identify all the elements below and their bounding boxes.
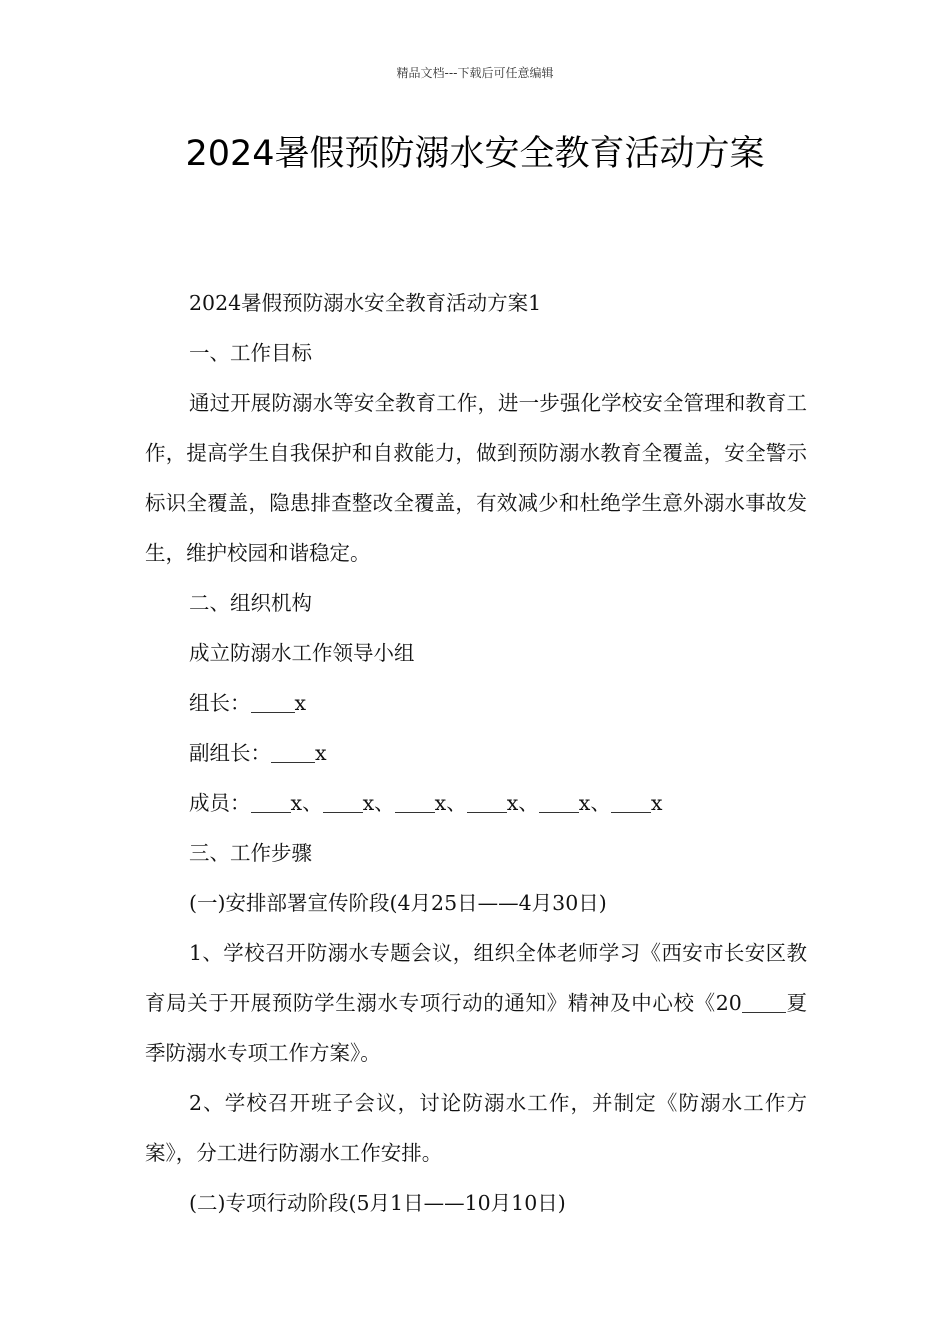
member-value: x (362, 791, 375, 815)
phase1-item1 (145, 928, 807, 1078)
member-separator: 、 (590, 791, 611, 815)
leader-line (145, 678, 807, 728)
member-value: x (578, 791, 591, 815)
section-subtitle: 2024暑假预防溺水安全教育活动方案1 (189, 291, 542, 315)
phase2-heading: (二)专项行动阶段(5月1日——10月10日) (189, 1191, 566, 1215)
member-separator: 、 (446, 791, 467, 815)
section1-heading: 一、工作目标 (189, 341, 312, 365)
deputy-line (145, 728, 807, 778)
member-blank (323, 792, 363, 814)
year-blank (742, 992, 786, 1014)
section3-heading: 三、工作步骤 (189, 841, 312, 865)
member-value: x (650, 791, 663, 815)
member-blank (467, 792, 507, 814)
deputy-label: 副组长： (189, 741, 271, 765)
deputy-blank (271, 742, 315, 764)
member-blank (539, 792, 579, 814)
member-blank (395, 792, 435, 814)
members-label: 成员： (189, 791, 251, 815)
phase1-item1-text-end: 夏季防溺水专项工作方案》。 (145, 991, 807, 1065)
member-value: x (434, 791, 447, 815)
member-separator: 、 (518, 791, 539, 815)
leader-label: 组长： (189, 691, 251, 715)
phase1-item1-text: 1、学校召开防溺水专题会议，组织全体老师学习《西安市长安区教育局关于开展预防学生溺水专项行动的通知》精神及中心校《20 (145, 941, 807, 1015)
member-separator: 、 (302, 791, 323, 815)
document-title: 2024暑假预防溺水安全教育活动方案 (185, 134, 765, 174)
document-body (145, 278, 807, 1228)
phase1-heading: (一)安排部署宣传阶段(4月25日——4月30日) (189, 891, 607, 915)
members-line (145, 778, 807, 828)
section1-paragraph: 通过开展防溺水等安全教育工作，进一步强化学校安全管理和教育工作，提高学生自我保护和自救能力，做到预防溺水教育全覆盖，安全警示标识全覆盖，隐患排查整改全覆盖，有效减少和杜绝学生意外溺水事故发生，维护校园和谐稳定。 (145, 391, 807, 565)
member-blank (251, 792, 291, 814)
leader-blank (251, 692, 295, 714)
header-note: 精品文档---下载后可任意编辑 (396, 66, 554, 80)
phase1-item2: 2、学校召开班子会议，讨论防溺水工作，并制定《防溺水工作方案》，分工进行防溺水工作安排。 (145, 1091, 807, 1165)
member-value: x (290, 791, 303, 815)
leader-value: x (294, 691, 307, 715)
section2-heading: 二、组织机构 (189, 591, 312, 615)
member-separator: 、 (374, 791, 395, 815)
member-value: x (506, 791, 519, 815)
deputy-value: x (315, 741, 327, 765)
member-blank (611, 792, 651, 814)
section2-paragraph: 成立防溺水工作领导小组 (189, 641, 415, 665)
